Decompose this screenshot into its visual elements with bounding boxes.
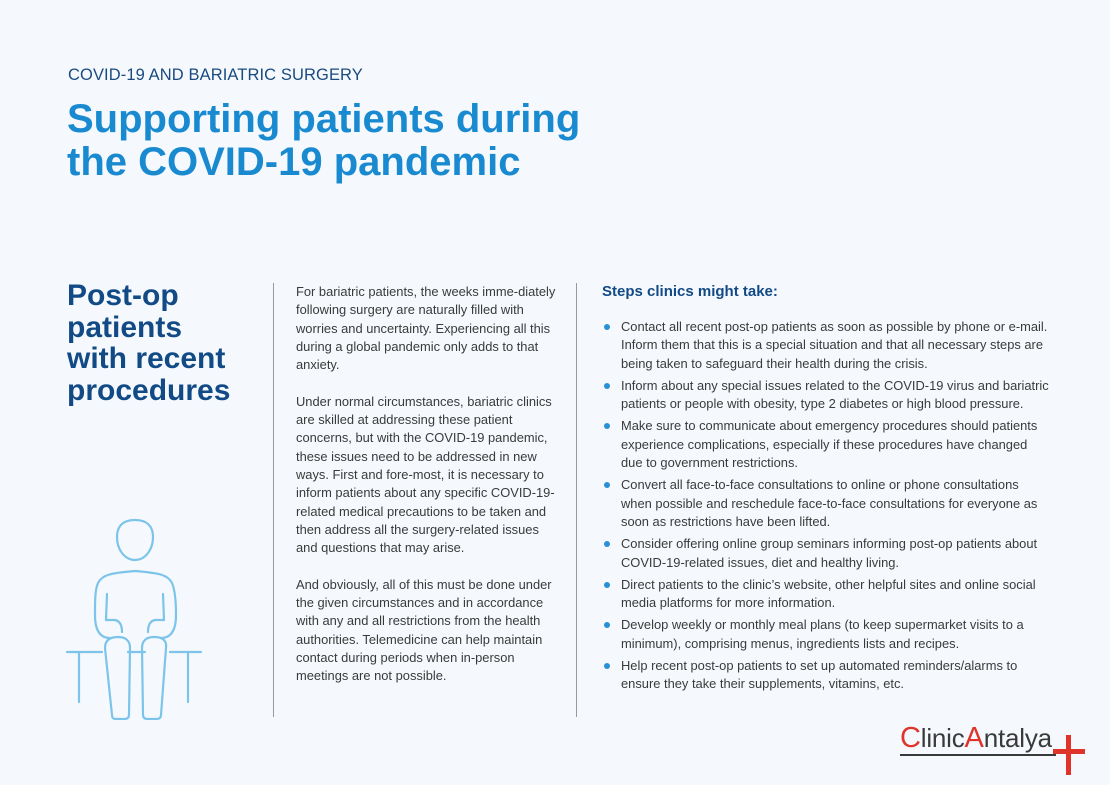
body-text-column <box>296 283 561 704</box>
bullet-icon <box>604 383 610 389</box>
column-divider <box>273 283 274 717</box>
bullet-icon <box>604 663 610 669</box>
list-item-text: Consider offering online group seminars informing post-op patients about COVID-19-related issues, diet and healthy living. <box>621 536 1038 570</box>
seated-person-icon <box>60 505 210 720</box>
list-item <box>602 616 1052 653</box>
steps-title: Steps clinics might take: <box>602 283 778 300</box>
page-title-line-1: Supporting patients during <box>67 97 581 141</box>
bullet-icon <box>604 582 610 588</box>
list-item <box>602 318 1052 373</box>
logo-text-part2: ntalya <box>983 723 1052 753</box>
kicker-label: COVID-19 AND BARIATRIC SURGERY <box>68 66 363 84</box>
steps-list <box>602 318 1052 694</box>
body-paragraph: For bariatric patients, the weeks imme-diately following surgery are naturally filled with worries and uncertainty. Experiencing all this during a global pandemic only adds to that anxiety. <box>296 284 556 373</box>
clinic-logo <box>898 722 1088 782</box>
logo-initial-a: A <box>964 722 984 754</box>
section-title-line: with recent <box>67 342 226 375</box>
list-item-text: Inform about any special issues related to the COVID-19 virus and bariatric patients or people with obesity, type 2 diabetes or high blood pressure. <box>621 377 1049 412</box>
section-title <box>67 280 230 406</box>
list-item <box>602 657 1052 694</box>
bullet-icon <box>604 541 610 547</box>
list-item-text: Contact all recent post-op patients as soon as possible by phone or e-mail. Inform them that this is a special situation and that all necessary steps are being taken to safeguard their health during the crisis. <box>621 319 1048 371</box>
logo-underline <box>900 754 1056 756</box>
page-title <box>67 98 580 184</box>
body-paragraph: And obviously, all of this must be done under the given circumstances and in accordance with any and all restrictions from the health authorities. Telemedicine can help maintain contact during periods when in-person meetings are not possible. <box>296 576 552 684</box>
page-title-line-2: the COVID-19 pandemic <box>67 140 521 184</box>
list-item-text: Make sure to communicate about emergency procedures should patients experience complications, especially if these procedures have changed due to government restrictions. <box>621 418 1038 471</box>
medical-cross-icon <box>1066 735 1071 775</box>
list-item-text: Develop weekly or monthly meal plans (to keep supermarket visits to a minimum), comprising menus, ingredients lists and recipes. <box>621 617 1024 651</box>
bullet-icon <box>604 622 610 628</box>
list-item <box>602 576 1052 613</box>
list-item-text: Direct patients to the clinic’s website, other helpful sites and online social media platforms for more information. <box>621 576 1036 611</box>
list-item-text: Convert all face-to-face consultations to online or phone consultations when possible and reschedule face-to-face consultations for everyone as soon as restrictions have been lifted. <box>621 477 1038 529</box>
bullet-icon <box>604 324 610 330</box>
list-item <box>602 535 1052 572</box>
section-title-line: patients <box>67 310 183 344</box>
logo-wordmark <box>900 724 1052 752</box>
list-item <box>602 476 1052 531</box>
bullet-icon <box>604 423 610 429</box>
logo-initial-c: C <box>900 722 921 754</box>
body-paragraph: Under normal circumstances, bariatric clinics are skilled at addressing these patient concerns, but with the COVID-19 pandemic, these issues need to be addressed in new ways. First and fore-most, it is necessary to inform patients about any specific COVID-19-related medical precautions to be taken and then address all the surgery-related issues and questions that may arise. <box>296 393 555 556</box>
section-title-line: procedures <box>67 373 231 407</box>
section-title-line: Post-op <box>67 279 179 312</box>
list-item <box>602 417 1052 472</box>
logo-text-part1: linic <box>920 723 965 753</box>
list-item-text: Help recent post-op patients to set up automated reminders/alarms to ensure they take their supplements, vitamins, etc. <box>621 658 1018 692</box>
steps-column <box>602 283 1052 698</box>
column-divider <box>576 283 577 717</box>
bullet-icon <box>604 482 610 488</box>
list-item <box>602 377 1052 414</box>
